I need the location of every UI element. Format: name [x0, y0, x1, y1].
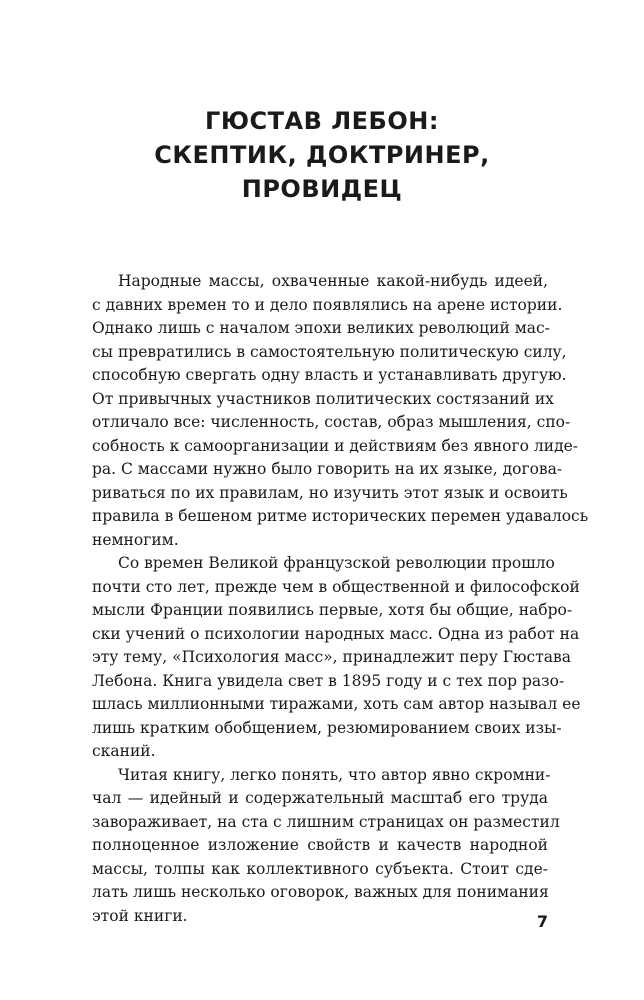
chapter-title-line-3: ПРОВИДЕЦ	[241, 175, 403, 203]
text-line: Народные массы, охваченные какой-нибудь идеей,	[118, 272, 548, 290]
text-line: завораживает, на ста с лишним страницах он разместил	[92, 812, 560, 831]
text-line: лишь кратким обобщением, резюмированием своих изы-	[92, 718, 562, 737]
text-line: От привычных участников политических состязаний их	[92, 389, 554, 408]
text-line: мысли Франции появились первые, хотя бы общие, набро-	[92, 601, 573, 619]
text-line: сканий.	[92, 742, 156, 760]
text-line: с давних времен то и дело появлялись на арене истории.	[92, 295, 563, 314]
body-text	[92, 270, 589, 928]
text-line: лать лишь несколько оговорок, важных для понимания	[92, 883, 549, 901]
chapter-title	[0, 104, 644, 206]
chapter-title-line-1: ГЮСТАВ ЛЕБОН:	[205, 107, 439, 135]
text-line: чал — идейный и содержательный масштаб его труда	[92, 789, 548, 807]
text-line: немногим.	[92, 530, 179, 549]
text-line: эту тему, «Психология масс», принадлежит перу Гюстава	[92, 648, 572, 666]
text-line: риваться по их правилам, но изучить этот язык и освоить	[92, 483, 568, 502]
text-line: собность к самоорганизации и действиям без явного лиде-	[92, 436, 579, 455]
chapter-title-line-2: СКЕПТИК, ДОКТРИНЕР,	[154, 141, 490, 169]
text-line: ра. С массами нужно было говорить на их языке, догова-	[92, 460, 563, 478]
text-line: отличало все: численность, состав, образ мышления, спо-	[92, 413, 571, 431]
page-number: 7	[536, 912, 548, 931]
text-line: этой книги.	[92, 906, 188, 925]
text-line: способную свергать одну власть и устанавливать другую.	[92, 366, 567, 384]
text-line: сы превратились в самостоятельную политическую силу,	[92, 342, 567, 361]
text-line: правила в бешеном ритме исторических перемен удавалось	[92, 507, 589, 525]
text-line: ски учений о психологии народных масс. Одна из работ на	[92, 624, 580, 643]
text-line: Однако лишь с началом эпохи великих революций мас-	[92, 319, 550, 337]
text-line: Читая книгу, легко понять, что автор явно скромни-	[118, 765, 551, 784]
text-line: почти сто лет, прежде чем в общественной и философской	[92, 577, 580, 596]
text-line: массы, толпы как коллективного субъекта. Стоит сде-	[92, 859, 548, 878]
text-line: Лебона. Книга увидела свет в 1895 году и с тех пор разо-	[92, 671, 565, 690]
text-line: шлась миллионными тиражами, хоть сам автор называл ее	[92, 695, 581, 713]
text-line: Со времен Великой французской революции прошло	[118, 554, 555, 572]
text-line: полноценное изложение свойств и качеств народной	[92, 836, 548, 854]
